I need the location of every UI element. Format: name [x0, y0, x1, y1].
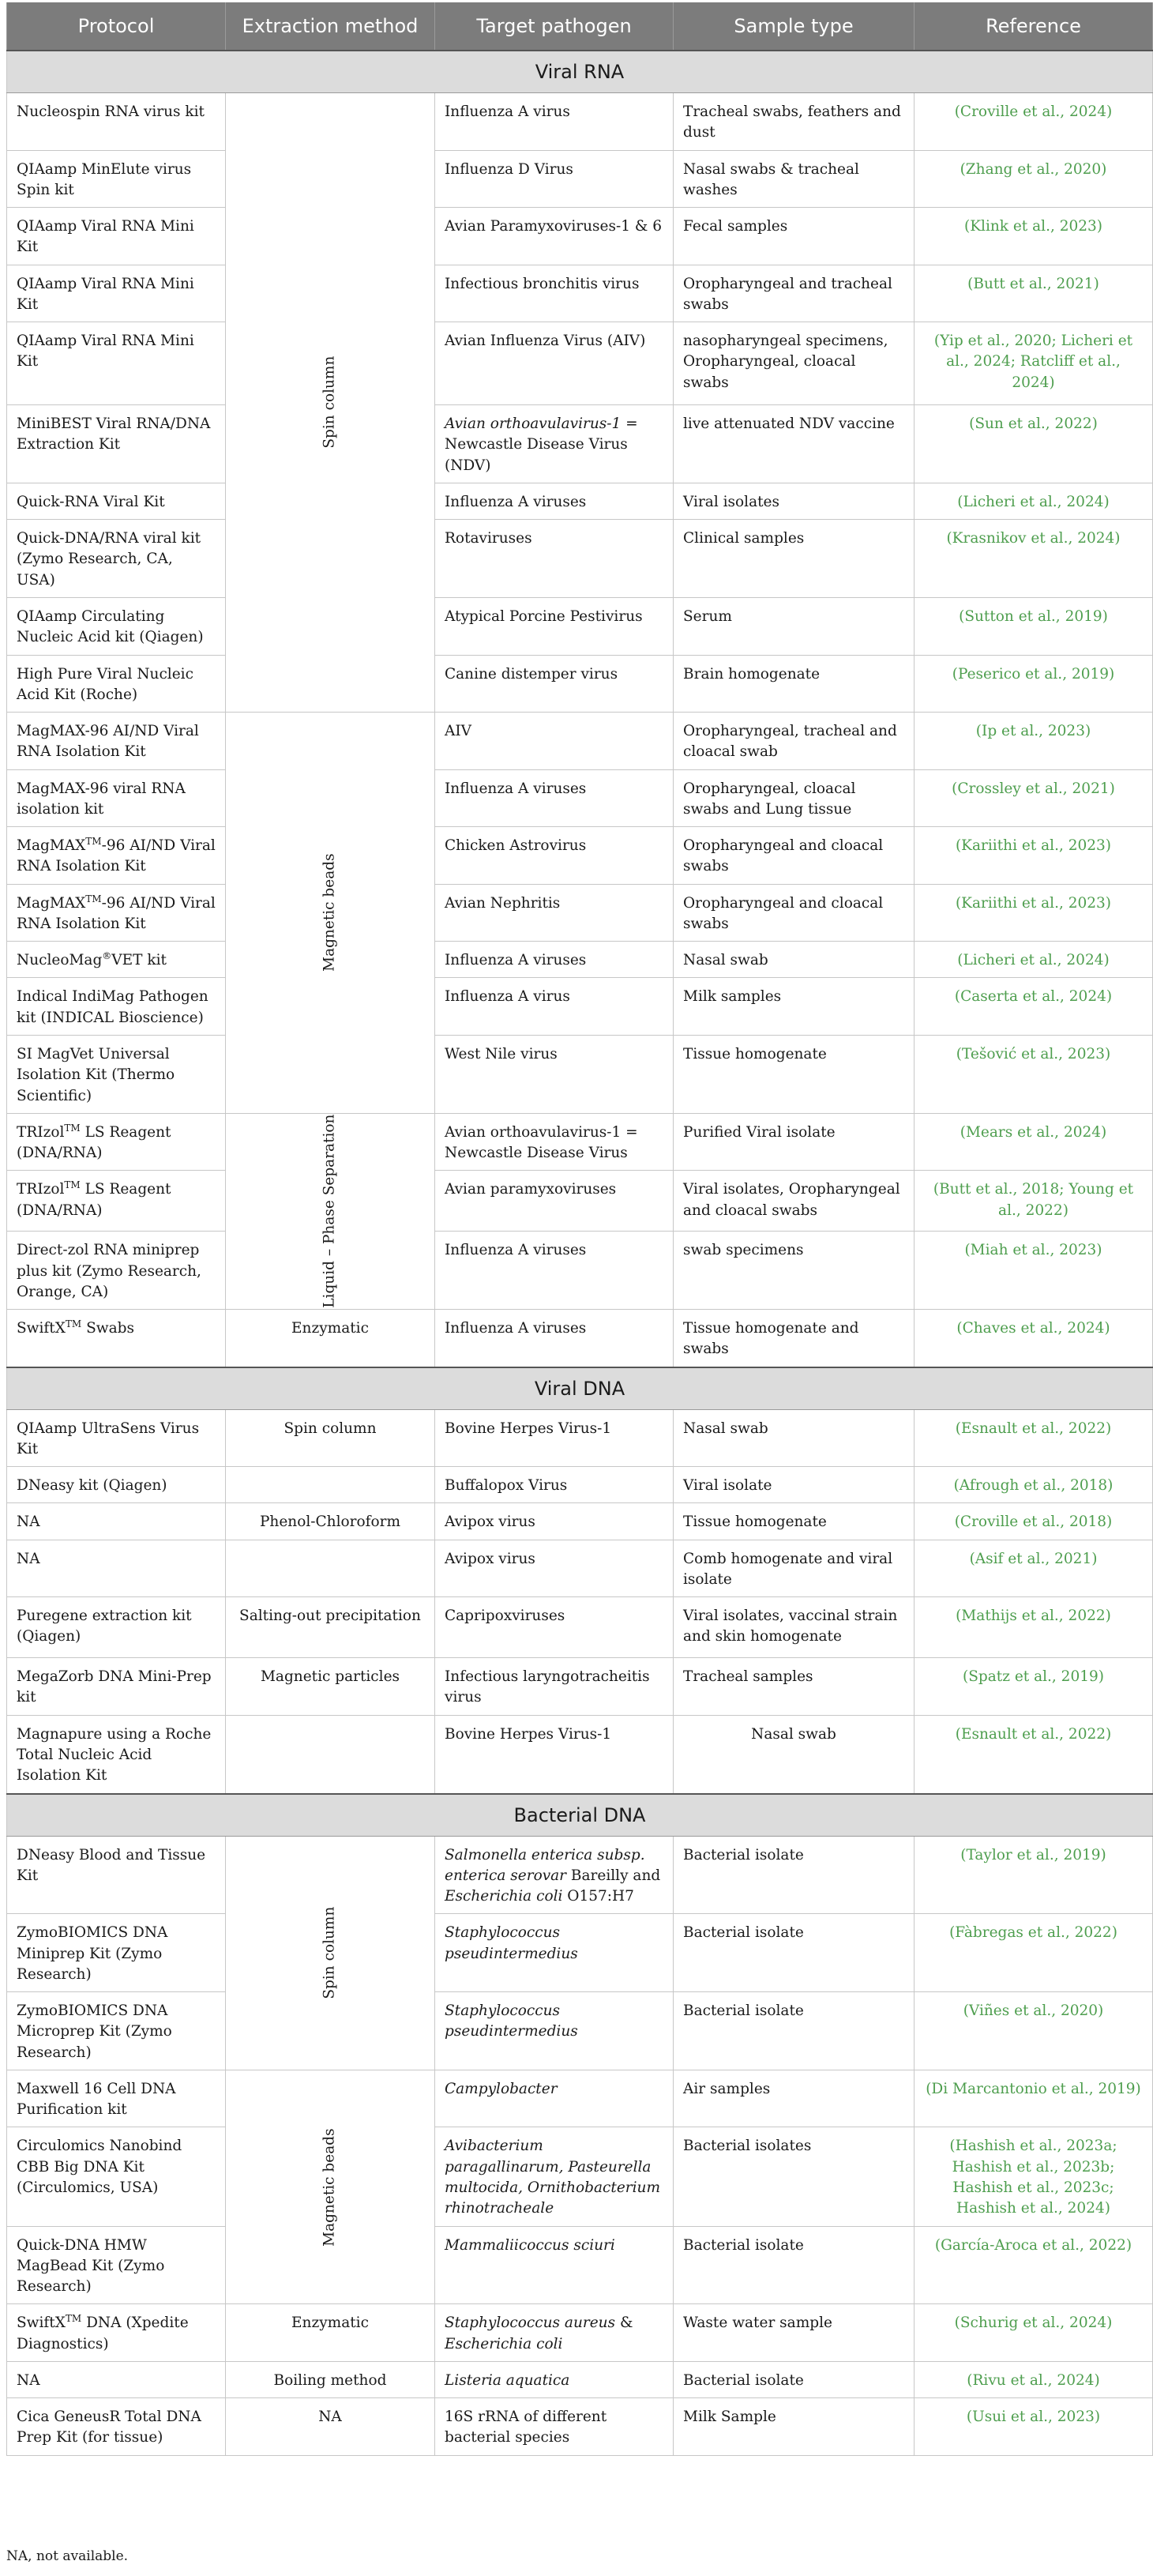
- pathogen-italic: Staphylococcus aureus: [445, 2315, 616, 2332]
- sample-cell: Bacterial isolate: [674, 1914, 915, 1992]
- reference-link[interactable]: (García-Aroca et al., 2022): [915, 2226, 1153, 2304]
- table-row: [7, 1597, 1153, 1658]
- protocol-text: VET kit: [111, 952, 167, 969]
- method-label: Spin column: [321, 356, 338, 449]
- pathogen-italic: Listeria aquatica: [445, 2371, 570, 2389]
- sample-cell: Oropharyngeal, cloacal swabs and Lung tissue: [674, 769, 915, 827]
- section-title-viral-rna: Viral RNA: [7, 51, 1153, 93]
- method-cell: [226, 1113, 435, 1309]
- pathogen-cell: [435, 2361, 674, 2397]
- protocol-text: TRIzol: [17, 1123, 65, 1141]
- reference-link[interactable]: (Croville et al., 2018): [915, 1503, 1153, 1540]
- reference-link[interactable]: (Fàbregas et al., 2022): [915, 1914, 1153, 1992]
- method-cell: Magnetic particles: [226, 1658, 435, 1716]
- sample-cell: Serum: [674, 597, 915, 655]
- header-row: [7, 2, 1153, 51]
- protocol-cell: Puregene extraction kit (Qiagen): [7, 1597, 226, 1658]
- table-row: [7, 322, 1153, 405]
- reference-link[interactable]: (Mathijs et al., 2022): [915, 1597, 1153, 1658]
- pathogen-cell: [435, 2070, 674, 2127]
- protocol-cell: [7, 827, 226, 885]
- header-reference: Reference: [915, 2, 1153, 51]
- reference-link[interactable]: (Viñes et al., 2020): [915, 1992, 1153, 2070]
- method-cell: Enzymatic: [226, 2304, 435, 2362]
- table-row: [7, 1310, 1153, 1367]
- pathogen-cell: Influenza A virus: [435, 93, 674, 151]
- pathogen-cell: [435, 2226, 674, 2304]
- method-label: Magnetic beads: [321, 853, 338, 972]
- table-row: [7, 1992, 1153, 2070]
- table-row: [7, 713, 1153, 770]
- sample-cell: Milk Sample: [674, 2398, 915, 2456]
- protocol-cell: [7, 1310, 226, 1367]
- protocol-cell: MiniBEST Viral RNA/DNA Extraction Kit: [7, 405, 226, 483]
- pathogen-italic: Escherichia coli: [445, 1888, 563, 1905]
- table-row: [7, 2304, 1153, 2362]
- reference-link[interactable]: (Krasnikov et al., 2024): [915, 520, 1153, 598]
- reference-link[interactable]: (Sun et al., 2022): [915, 405, 1153, 483]
- table-row: [7, 1914, 1153, 1992]
- table-row: [7, 2226, 1153, 2304]
- reference-link[interactable]: (Esnault et al., 2022): [915, 1715, 1153, 1793]
- table-row: [7, 1467, 1153, 1503]
- pathogen-italic: Staphylococcus pseudintermedius: [445, 1924, 578, 1962]
- protocol-text: NucleoMag: [17, 952, 103, 969]
- sample-cell: Nasal swab: [674, 942, 915, 978]
- protocol-cell: DNeasy Blood and Tissue Kit: [7, 1836, 226, 1914]
- method-cell: [226, 1836, 435, 2070]
- reference-link[interactable]: (Rivu et al., 2024): [915, 2361, 1153, 2397]
- reference-link[interactable]: (Crossley et al., 2021): [915, 769, 1153, 827]
- sample-cell: Tissue homogenate: [674, 1503, 915, 1540]
- sample-cell: Bacterial isolate: [674, 1836, 915, 1914]
- table-row: [7, 1503, 1153, 1540]
- table-row: [7, 1113, 1153, 1171]
- reference-link[interactable]: (Licheri et al., 2024): [915, 942, 1153, 978]
- table-row: [7, 1715, 1153, 1793]
- protocol-cell: MagMAX-96 AI/ND Viral RNA Isolation Kit: [7, 713, 226, 770]
- sample-cell: Nasal swab: [674, 1409, 915, 1467]
- sample-cell: nasopharyngeal specimens, Oropharyngeal, cloacal swabs: [674, 322, 915, 405]
- reference-link[interactable]: (Peserico et al., 2019): [915, 655, 1153, 713]
- sample-cell: Viral isolates, vaccinal strain and skin homogenate: [674, 1597, 915, 1658]
- method-cell: [226, 1467, 435, 1503]
- protocol-cell: Quick-RNA Viral Kit: [7, 483, 226, 519]
- pathogen-text: O157:H7: [562, 1888, 634, 1905]
- sample-cell: Bacterial isolate: [674, 2226, 915, 2304]
- protocol-text: MagMAX: [17, 837, 86, 855]
- protocol-cell: Quick-DNA/RNA viral kit (Zymo Research, CA, USA): [7, 520, 226, 598]
- pathogen-italic: Staphylococcus pseudintermedius: [445, 2003, 578, 2040]
- pathogen-cell: Capripoxviruses: [435, 1597, 674, 1658]
- table-row: [7, 2070, 1153, 2127]
- table-row: [7, 1540, 1153, 1597]
- reference-link[interactable]: (Taylor et al., 2019): [915, 1836, 1153, 1914]
- sample-cell: Oropharyngeal and cloacal swabs: [674, 884, 915, 942]
- method-cell: [226, 1715, 435, 1793]
- sample-cell: Waste water sample: [674, 2304, 915, 2362]
- trademark-mark: TM: [64, 1179, 81, 1191]
- protocol-cell: Quick-DNA HMW MagBead Kit (Zymo Research): [7, 2226, 226, 2304]
- pathogen-cell: Avipox virus: [435, 1503, 674, 1540]
- header-protocol: Protocol: [7, 2, 226, 51]
- protocol-cell: QIAamp Viral RNA Mini Kit: [7, 322, 226, 405]
- method-cell: [226, 1540, 435, 1597]
- reference-link[interactable]: (Esnault et al., 2022): [915, 1409, 1153, 1467]
- table-row: [7, 884, 1153, 942]
- reference-link[interactable]: (Schurig et al., 2024): [915, 2304, 1153, 2362]
- protocol-text: -96 AI/ND Viral RNA Isolation Kit: [17, 894, 216, 932]
- pathogen-cell: Avipox virus: [435, 1540, 674, 1597]
- protocol-cell: NA: [7, 1540, 226, 1597]
- pathogen-italic: Avibacterium paragallinarum, Pasteurella multocida, Ornithobacterium rhinotracheale: [445, 2138, 661, 2217]
- section-title-bacterial-dna: Bacterial DNA: [7, 1794, 1153, 1837]
- protocol-text: MagMAX: [17, 894, 86, 912]
- protocol-text: LS Reagent (DNA/RNA): [17, 1181, 171, 1219]
- sample-cell: Nasal swabs & tracheal washes: [674, 150, 915, 208]
- protocol-cell: NA: [7, 1503, 226, 1540]
- reference-link[interactable]: (Chaves et al., 2024): [915, 1310, 1153, 1367]
- reference-link[interactable]: (Yip et al., 2020; Licheri et al., 2024; Ratcliff et al., 2024): [915, 322, 1153, 405]
- protocol-cell: MagMAX-96 viral RNA isolation kit: [7, 769, 226, 827]
- sample-cell: Tissue homogenate and swabs: [674, 1310, 915, 1367]
- pathogen-cell: Canine distemper virus: [435, 655, 674, 713]
- registered-mark: ®: [102, 950, 112, 962]
- protocol-cell: SI MagVet Universal Isolation Kit (Thermo Scientific): [7, 1035, 226, 1113]
- pathogen-cell: Influenza A viruses: [435, 1232, 674, 1310]
- pathogen-cell: Infectious laryngotracheitis virus: [435, 1658, 674, 1716]
- protocol-cell: QIAamp UltraSens Virus Kit: [7, 1409, 226, 1467]
- pathogen-cell: [435, 1836, 674, 1914]
- reference-link[interactable]: (Caserta et al., 2024): [915, 978, 1153, 1036]
- protocol-cell: MegaZorb DNA Mini-Prep kit: [7, 1658, 226, 1716]
- header-extraction-method: Extraction method: [226, 2, 435, 51]
- sample-cell: Viral isolates: [674, 483, 915, 519]
- trademark-mark: TM: [65, 2313, 82, 2325]
- pathogen-cell: Influenza A viruses: [435, 769, 674, 827]
- reference-link[interactable]: (Miah et al., 2023): [915, 1232, 1153, 1310]
- reference-link[interactable]: (Croville et al., 2024): [915, 93, 1153, 151]
- protocol-text: DNA (Xpedite Diagnostics): [17, 2315, 189, 2352]
- reference-link[interactable]: (Klink et al., 2023): [915, 208, 1153, 265]
- table-row: [7, 942, 1153, 978]
- pathogen-cell: [435, 1992, 674, 2070]
- table-row: [7, 405, 1153, 483]
- sample-cell: Clinical samples: [674, 520, 915, 598]
- method-cell: Phenol-Chloroform: [226, 1503, 435, 1540]
- section-header-row: [7, 1367, 1153, 1410]
- pathogen-cell: Avian Influenza Virus (AIV): [435, 322, 674, 405]
- pathogen-italic: Avian orthoavulavirus-1: [445, 416, 622, 433]
- protocol-cell: High Pure Viral Nucleic Acid Kit (Roche): [7, 655, 226, 713]
- pathogen-cell: 16S rRNA of different bacterial species: [435, 2398, 674, 2456]
- pathogen-italic: Escherichia coli: [445, 2335, 563, 2352]
- table-row: [7, 655, 1153, 713]
- table-row: [7, 483, 1153, 519]
- table-footnote: NA, not available.: [6, 2548, 129, 2564]
- sample-cell: swab specimens: [674, 1232, 915, 1310]
- protocol-cell: DNeasy kit (Qiagen): [7, 1467, 226, 1503]
- pathogen-cell: Avian Nephritis: [435, 884, 674, 942]
- pathogen-italic: Salmonella enterica subsp. enterica serovar: [445, 1846, 645, 1884]
- sample-cell: Fecal samples: [674, 208, 915, 265]
- reference-link[interactable]: (Di Marcantonio et al., 2019): [915, 2070, 1153, 2127]
- pathogen-cell: West Nile virus: [435, 1035, 674, 1113]
- table-row: [7, 2398, 1153, 2456]
- pathogen-cell: [435, 2127, 674, 2226]
- pathogen-italic: Mammaliicoccus sciuri: [445, 2236, 615, 2254]
- protocol-cell: ZymoBIOMICS DNA Miniprep Kit (Zymo Research): [7, 1914, 226, 1992]
- protocol-cell: QIAamp Circulating Nucleic Acid kit (Qiagen): [7, 597, 226, 655]
- pathogen-text: = Newcastle Disease Virus (NDV): [445, 416, 638, 474]
- header-sample-type: Sample type: [674, 2, 915, 51]
- table-row: [7, 1035, 1153, 1113]
- sample-cell: Viral isolates, Oropharyngeal and cloacal swabs: [674, 1171, 915, 1232]
- method-cell: [226, 2070, 435, 2303]
- pathogen-cell: Avian paramyxoviruses: [435, 1171, 674, 1232]
- table-row: [7, 2361, 1153, 2397]
- table-row: [7, 978, 1153, 1036]
- sample-cell: Oropharyngeal, tracheal and cloacal swab: [674, 713, 915, 770]
- sample-cell: Nasal swab: [674, 1715, 915, 1793]
- reference-link[interactable]: (Afrough et al., 2018): [915, 1467, 1153, 1503]
- reference-link[interactable]: (Sutton et al., 2019): [915, 597, 1153, 655]
- sample-cell: Bacterial isolate: [674, 2361, 915, 2397]
- protocol-cell: Cica GeneusR Total DNA Prep Kit (for tissue): [7, 2398, 226, 2456]
- reference-link[interactable]: (Hashish et al., 2023a; Hashish et al., 2023b; Hashish et al., 2023c; Hashish et al., 2024): [915, 2127, 1153, 2226]
- table-row: [7, 1232, 1153, 1310]
- pathogen-cell: Influenza A virus: [435, 978, 674, 1036]
- sample-cell: Tissue homogenate: [674, 1035, 915, 1113]
- protocol-cell: Direct-zol RNA miniprep plus kit (Zymo Research, Orange, CA): [7, 1232, 226, 1310]
- protocol-cell: QIAamp Viral RNA Mini Kit: [7, 208, 226, 265]
- protocol-cell: [7, 1171, 226, 1232]
- protocol-cell: [7, 942, 226, 978]
- reference-link[interactable]: (Zhang et al., 2020): [915, 150, 1153, 208]
- reference-link[interactable]: (Mears et al., 2024): [915, 1113, 1153, 1171]
- table-row: [7, 150, 1153, 208]
- protocol-cell: [7, 2304, 226, 2362]
- trademark-mark: TM: [85, 893, 102, 904]
- reference-link[interactable]: (Tešović et al., 2023): [915, 1035, 1153, 1113]
- pathogen-cell: [435, 405, 674, 483]
- protocol-cell: QIAamp MinElute virus Spin kit: [7, 150, 226, 208]
- table-row: [7, 769, 1153, 827]
- pathogen-cell: Influenza A viruses: [435, 483, 674, 519]
- pathogen-cell: [435, 1914, 674, 1992]
- sample-cell: live attenuated NDV vaccine: [674, 405, 915, 483]
- pathogen-text: &: [615, 2315, 633, 2332]
- table-row: [7, 208, 1153, 265]
- table-row: [7, 265, 1153, 322]
- sample-cell: Tracheal swabs, feathers and dust: [674, 93, 915, 151]
- protocol-cell: QIAamp Viral RNA Mini Kit: [7, 265, 226, 322]
- sample-cell: Oropharyngeal and cloacal swabs: [674, 827, 915, 885]
- sample-cell: Purified Viral isolate: [674, 1113, 915, 1171]
- pathogen-italic: Campylobacter: [445, 2080, 558, 2097]
- pathogen-cell: [435, 2304, 674, 2362]
- header-target-pathogen: Target pathogen: [435, 2, 674, 51]
- reference-link[interactable]: (Butt et al., 2018; Young et al., 2022): [915, 1171, 1153, 1232]
- protocol-text: SwiftX: [17, 2315, 66, 2332]
- protocol-cell: Nucleospin RNA virus kit: [7, 93, 226, 151]
- protocol-text: TRIzol: [17, 1181, 65, 1198]
- reference-link[interactable]: (Ip et al., 2023): [915, 713, 1153, 770]
- table-row: [7, 2127, 1153, 2226]
- trademark-mark: TM: [64, 1122, 81, 1134]
- method-label: Liquid – Phase Separation: [321, 1114, 338, 1309]
- reference-link[interactable]: (Kariithi et al., 2023): [915, 827, 1153, 885]
- section-title-viral-dna: Viral DNA: [7, 1367, 1153, 1410]
- method-cell: Enzymatic: [226, 1310, 435, 1367]
- protocol-cell: ZymoBIOMICS DNA Microprep Kit (Zymo Research): [7, 1992, 226, 2070]
- pathogen-cell: Buffalopox Virus: [435, 1467, 674, 1503]
- sample-cell: Bacterial isolates: [674, 2127, 915, 2226]
- method-label: Spin column: [321, 1906, 338, 1999]
- table-row: [7, 93, 1153, 151]
- pathogen-cell: Infectious bronchitis virus: [435, 265, 674, 322]
- protocol-cell: Magnapure using a Roche Total Nucleic Acid Isolation Kit: [7, 1715, 226, 1793]
- protocol-cell: Circulomics Nanobind CBB Big DNA Kit (Circulomics, USA): [7, 2127, 226, 2226]
- pathogen-cell: Avian Paramyxoviruses-1 & 6: [435, 208, 674, 265]
- extraction-protocols-table: [6, 2, 1153, 2456]
- reference-link[interactable]: (Usui et al., 2023): [915, 2398, 1153, 2456]
- pathogen-cell: Influenza D Virus: [435, 150, 674, 208]
- protocol-cell: [7, 1113, 226, 1171]
- reference-link[interactable]: (Kariithi et al., 2023): [915, 884, 1153, 942]
- section-header-row: [7, 1794, 1153, 1837]
- protocol-text: -96 AI/ND Viral RNA Isolation Kit: [17, 837, 216, 875]
- trademark-mark: TM: [85, 835, 102, 847]
- reference-link[interactable]: (Asif et al., 2021): [915, 1540, 1153, 1597]
- section-header-row: [7, 51, 1153, 93]
- sample-cell: Milk samples: [674, 978, 915, 1036]
- pathogen-cell: Influenza A viruses: [435, 942, 674, 978]
- method-cell: Salting-out precipitation: [226, 1597, 435, 1658]
- method-cell: [226, 93, 435, 713]
- pathogen-cell: Bovine Herpes Virus-1: [435, 1715, 674, 1793]
- protocol-text: LS Reagent (DNA/RNA): [17, 1123, 171, 1162]
- pathogen-cell: Influenza A viruses: [435, 1310, 674, 1367]
- protocol-text: Swabs: [81, 1320, 134, 1337]
- table-row: [7, 1171, 1153, 1232]
- sample-cell: Viral isolate: [674, 1467, 915, 1503]
- protocol-cell: [7, 884, 226, 942]
- pathogen-cell: Avian orthoavulavirus-1 = Newcastle Disease Virus: [435, 1113, 674, 1171]
- protocol-cell: NA: [7, 2361, 226, 2397]
- pathogen-text: Bareilly and: [566, 1867, 661, 1884]
- reference-link[interactable]: (Butt et al., 2021): [915, 265, 1153, 322]
- trademark-mark: TM: [65, 1318, 82, 1329]
- protocol-cell: Indical IndiMag Pathogen kit (INDICAL Bioscience): [7, 978, 226, 1036]
- sample-cell: Tracheal samples: [674, 1658, 915, 1716]
- protocol-cell: Maxwell 16 Cell DNA Purification kit: [7, 2070, 226, 2127]
- table-row: [7, 1658, 1153, 1716]
- sample-cell: Comb homogenate and viral isolate: [674, 1540, 915, 1597]
- pathogen-cell: Atypical Porcine Pestivirus: [435, 597, 674, 655]
- pathogen-cell: Bovine Herpes Virus-1: [435, 1409, 674, 1467]
- pathogen-cell: Chicken Astrovirus: [435, 827, 674, 885]
- reference-link[interactable]: (Spatz et al., 2019): [915, 1658, 1153, 1716]
- sample-cell: Bacterial isolate: [674, 1992, 915, 2070]
- table-row: [7, 597, 1153, 655]
- table-row: [7, 827, 1153, 885]
- table-row: [7, 520, 1153, 598]
- sample-cell: Brain homogenate: [674, 655, 915, 713]
- table-row: [7, 1836, 1153, 1914]
- sample-cell: Air samples: [674, 2070, 915, 2127]
- method-cell: NA: [226, 2398, 435, 2456]
- table-row: [7, 1409, 1153, 1467]
- pathogen-cell: AIV: [435, 713, 674, 770]
- method-cell: Spin column: [226, 1409, 435, 1467]
- protocol-text: SwiftX: [17, 1320, 66, 1337]
- pathogen-cell: Rotaviruses: [435, 520, 674, 598]
- method-cell: [226, 713, 435, 1114]
- reference-link[interactable]: (Licheri et al., 2024): [915, 483, 1153, 519]
- sample-cell: Oropharyngeal and tracheal swabs: [674, 265, 915, 322]
- method-label: Magnetic beads: [321, 2127, 338, 2247]
- method-cell: Boiling method: [226, 2361, 435, 2397]
